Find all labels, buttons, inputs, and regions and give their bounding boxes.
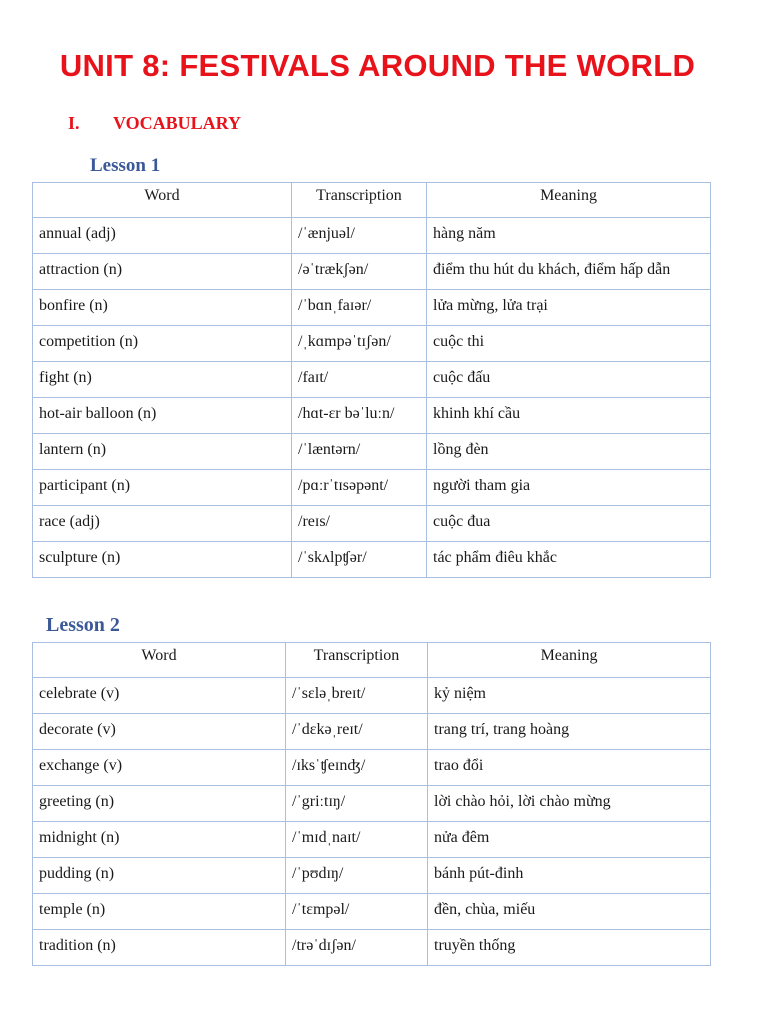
word-cell: participant (n) <box>33 470 292 506</box>
meaning-cell: lồng đèn <box>427 434 711 470</box>
transcription-cell: /əˈtrækʃən/ <box>292 254 427 290</box>
transcription-cell: /ˈskʌlpʧər/ <box>292 542 427 578</box>
meaning-cell: truyền thống <box>428 930 711 966</box>
meaning-cell: hàng năm <box>427 218 711 254</box>
transcription-cell: /ˈdɛkəˌreɪt/ <box>286 714 428 750</box>
meaning-column-header: Meaning <box>427 183 711 218</box>
transcription-cell: /faɪt/ <box>292 362 427 398</box>
word-cell: midnight (n) <box>33 822 286 858</box>
word-cell: sculpture (n) <box>33 542 292 578</box>
table-header-row <box>33 643 711 678</box>
meaning-cell: lời chào hỏi, lời chào mừng <box>428 786 711 822</box>
page-title: UNIT 8: FESTIVALS AROUND THE WORLD <box>59 48 696 83</box>
lesson-2-vocabulary-table <box>32 642 711 966</box>
meaning-cell: nửa đêm <box>428 822 711 858</box>
meaning-cell: cuộc đua <box>427 506 711 542</box>
word-cell: greeting (n) <box>33 786 286 822</box>
word-cell: exchange (v) <box>33 750 286 786</box>
word-cell: temple (n) <box>33 894 286 930</box>
transcription-cell: /reɪs/ <box>292 506 427 542</box>
section-number: I. <box>68 113 80 133</box>
transcription-cell: /ˈgriːtɪŋ/ <box>286 786 428 822</box>
transcription-cell: /ˈænjuəl/ <box>292 218 427 254</box>
meaning-cell: bánh pút-đinh <box>428 858 711 894</box>
transcription-cell: /ˌkɑmpəˈtɪʃən/ <box>292 326 427 362</box>
lesson-1-vocabulary-table <box>32 182 711 578</box>
table-header-row <box>33 183 711 218</box>
table-row <box>33 218 711 254</box>
table-row <box>33 506 711 542</box>
table-row <box>33 930 711 966</box>
word-cell: annual (adj) <box>33 218 292 254</box>
table-row <box>33 822 711 858</box>
lesson-1-title: Lesson 1 <box>90 155 161 176</box>
meaning-cell: cuộc thi <box>427 326 711 362</box>
section-label: VOCABULARY <box>113 113 242 133</box>
transcription-cell: /ˈlæntərn/ <box>292 434 427 470</box>
meaning-cell: trang trí, trang hoàng <box>428 714 711 750</box>
table-row <box>33 362 711 398</box>
transcription-cell: /trəˈdɪʃən/ <box>286 930 428 966</box>
transcription-column-header: Transcription <box>292 183 427 218</box>
table-row <box>33 858 711 894</box>
table-row <box>33 470 711 506</box>
word-cell: competition (n) <box>33 326 292 362</box>
meaning-cell: tác phẩm điêu khắc <box>427 542 711 578</box>
table-row <box>33 750 711 786</box>
word-cell: attraction (n) <box>33 254 292 290</box>
word-cell: bonfire (n) <box>33 290 292 326</box>
word-cell: hot-air balloon (n) <box>33 398 292 434</box>
transcription-cell: /ɪksˈʧeɪnʤ/ <box>286 750 428 786</box>
word-column-header: Word <box>33 183 292 218</box>
section-heading <box>68 113 241 134</box>
meaning-column-header: Meaning <box>428 643 711 678</box>
transcription-cell: /ˈtɛmpəl/ <box>286 894 428 930</box>
table-row <box>33 542 711 578</box>
table-row <box>33 894 711 930</box>
transcription-cell: /ˈmɪdˌnaɪt/ <box>286 822 428 858</box>
transcription-column-header: Transcription <box>286 643 428 678</box>
transcription-cell: /hɑt-ɛr bəˈluːn/ <box>292 398 427 434</box>
lesson-2-title: Lesson 2 <box>46 614 120 636</box>
word-cell: race (adj) <box>33 506 292 542</box>
table-row <box>33 290 711 326</box>
table-row <box>33 786 711 822</box>
transcription-cell: /ˈsɛləˌbreɪt/ <box>286 678 428 714</box>
meaning-cell: khinh khí cầu <box>427 398 711 434</box>
table-row <box>33 254 711 290</box>
table-row <box>33 714 711 750</box>
word-cell: lantern (n) <box>33 434 292 470</box>
word-cell: tradition (n) <box>33 930 286 966</box>
meaning-cell: kỷ niệm <box>428 678 711 714</box>
meaning-cell: điểm thu hút du khách, điểm hấp dẫn <box>427 254 711 290</box>
word-cell: celebrate (v) <box>33 678 286 714</box>
transcription-cell: /pɑːrˈtɪsəpənt/ <box>292 470 427 506</box>
meaning-cell: lửa mừng, lửa trại <box>427 290 711 326</box>
table-row <box>33 398 711 434</box>
table-row <box>33 678 711 714</box>
meaning-cell: đền, chùa, miếu <box>428 894 711 930</box>
word-cell: fight (n) <box>33 362 292 398</box>
transcription-cell: /ˈpʊdɪŋ/ <box>286 858 428 894</box>
meaning-cell: cuộc đấu <box>427 362 711 398</box>
word-cell: decorate (v) <box>33 714 286 750</box>
meaning-cell: người tham gia <box>427 470 711 506</box>
meaning-cell: trao đổi <box>428 750 711 786</box>
transcription-cell: /ˈbɑnˌfaɪər/ <box>292 290 427 326</box>
word-column-header: Word <box>33 643 286 678</box>
table-row <box>33 326 711 362</box>
table-row <box>33 434 711 470</box>
word-cell: pudding (n) <box>33 858 286 894</box>
